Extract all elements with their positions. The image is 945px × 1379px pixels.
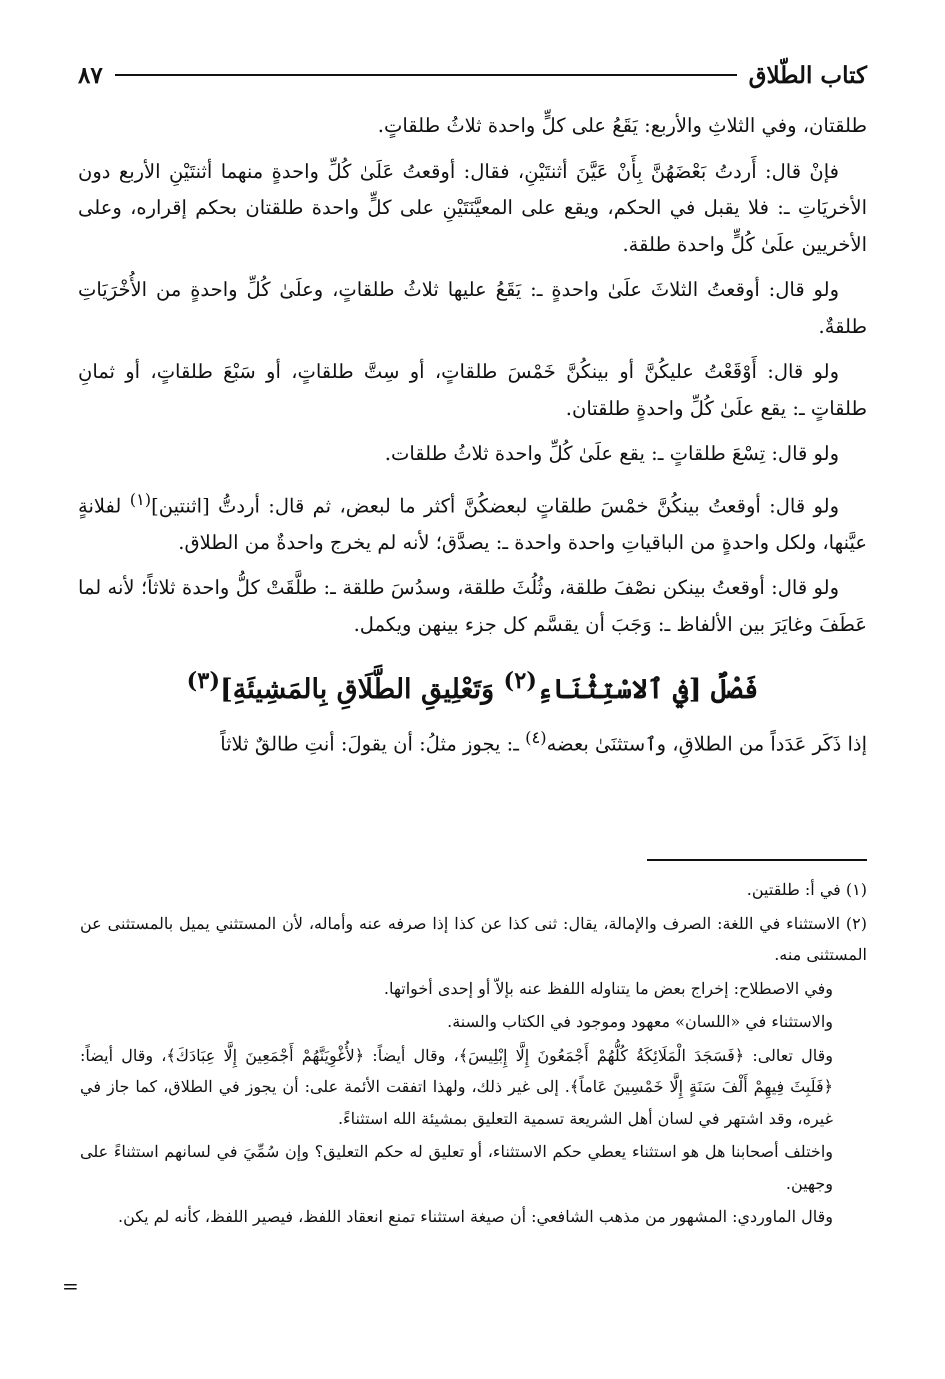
footnote-ref-3: (٣) [186,668,221,694]
paragraph-4: ولو قال: أَوْقَعْتُ عليكُنَّ أو بينكُنَّ خَمْسَ طلقاتٍ، أو سِتَّ طلقاتٍ، أو سَبْعَ طلقاتٍ، أو ثمانِ طلقاتٍ ـ: يقع علَىٰ كُلِّ واحدةٍ طلقتان. [78,360,867,420]
header-rule [115,74,737,76]
section-line-text-b: ـ: يجوز مثلُ: أن يقولَ: أنتِ طالقٌ ثلاثاً [220,732,526,756]
paragraph-2: فإنْ قال: أَردتُ بَعْضَهُنَّ بِأَنْ عَيَّنَ أثنتَيْنِ، فقال: أوقعتُ عَلَىٰ كُلِّ واحدةٍ منهما أثنتَيْنِ الأربع دون الأخريَاتِ ـ: فلا يقبل في الحكم، ويقع على المعيَّنَتَيْنِ على كلٍّ واحدة طلقتان بحكم إقراره، وعلى الأخريين علَىٰ كُلٍّ واحدة طلقة. [78,159,867,256]
book-title: كتاب الطّلاق [748,61,867,89]
footnote-ref-2: (٢) [503,668,537,694]
main-text [78,108,867,772]
section-heading-text-b: وَتَعْلِيقِ الطَّلَاقِ بِالمَشِيئَةِ] [220,674,504,705]
paragraph-6-text-b: لفلانةٍ عيَّنها، ولكل واحدةٍ من الباقياتِ واحدة واحدة ـ: يصدَّق؛ لأنه لم يخرج واحدةٌ من الطلاق. [78,494,867,554]
footnote-2-line-2: وفي الاصطلاح: إخراج بعض ما يتناوله اللفظ عنه بإلاّ أو إحدى أخواتها. [383,978,833,998]
section-line-text-a: إذا ذَكَر عَدَداً من الطلاقِ، وٱستثنَىٰ بعضه [546,732,867,756]
continuation-mark: = [62,1274,79,1298]
footnotes [80,874,867,1235]
paragraph-1: طلقتان، وفي الثلاثِ والأربع: يَقَعُ على كلٍّ واحدة ثلاثُ طلقاتٍ. [377,114,867,137]
footnote-1: (١) في أ: طلقتين. [746,880,867,899]
footnote-ref-1: (١) [129,489,152,509]
page-number: ٨٧ [78,61,103,89]
footnote-2-line-1: (٢) الاستثناء في اللغة: الصرف والإمالة، يقال: ثنى كذا عن كذا إذا صرفه عنه وأماله، لأن المستثني يميل بالمستثنى عن المستثنى منه. [80,913,867,964]
paragraph-3: ولو قال: أوقعتُ الثلاثَ علَىٰ واحدةٍ ـ: يَقَعُ عليها ثلاثُ طلقاتٍ، وعلَىٰ كُلِّ واحدةٍ من الأُخْرَيَاتِ طلقةٌ. [78,278,867,338]
footnote-2-line-5: واختلف أصحابنا هل هو استثناء يعطي حكم الاستثناء، أو تعليق له حكم التعليق؟ وإن سُمِّيَ في لسانهم استثناءً على وجهين. [80,1142,833,1193]
paragraph-6 [78,482,867,562]
section-heading [78,659,867,712]
paragraph-7: ولو قال: أوقعتُ بينكن نصْفَ طلقة، وثُلُثَ طلقة، وسدُسَ طلقة ـ: طلَّقَتْ كلُّ واحدة ثلاثاً؛ لأنه لما عَطَفَ وغايَرَ بين الألفاظ ـ: وَجَبَ أن يقسَّم كل جزء بينهن ويكمل. [78,576,867,636]
paragraph-6-text-a: ولو قال: أوقعتُ بينكُنَّ خمْسَ طلقاتٍ لبعضكُنَّ أكثر ما لبعض، ثم قال: أردتُّ [اثنتين] [151,494,839,517]
section-heading-text-a: فَصْلٌ [في ٱلاسْتِثْنَاءِ [536,674,759,705]
paragraph-5: ولو قال: تِسْعَ طلقاتٍ ـ: يقع علَىٰ كُلِّ واحدة ثلاثُ طلقات. [384,442,839,465]
footnote-2-line-3: والاستثناء في «اللسان» معهود وموجود في الكتاب والسنة. [447,1012,833,1031]
footnote-2-line-6: وقال الماوردي: المشهور من مذهب الشافعي: أن صيغة استثناء تمنع انعقاد اللفظ، فيصير اللفظ، كأنه لم يكن. [118,1207,833,1226]
section-first-line [78,720,867,763]
running-header [78,58,867,92]
footnote-2-line-4: وقال تعالى: ﴿فَسَجَدَ الْمَلَائِكَةُ كُلُّهُمْ أَجْمَعُونَ إِلَّا إِبْلِيسَ﴾، وقال أيضاً: ﴿لأُغْوِيَنَّهُمْ أَجْمَعِينَ إِلَّا عِبَادَكَ﴾، وقال أيضاً: ﴿فَلَبِثَ فِيهِمْ أَلْفَ سَنَةٍ إِلَّا خَمْسِينَ عَاماً﴾. إلى غير ذلك، ولهذا اتفقت الأئمة على: أن يجوز في الطلاق، كما جاز في غيره، وقد اشتهر في لسان أهل الشريعة تسمية التعليق بمشيئة الله استثناءً. [80,1045,834,1128]
footnote-ref-4: (٤) [525,728,547,747]
footnote-separator [647,859,867,861]
